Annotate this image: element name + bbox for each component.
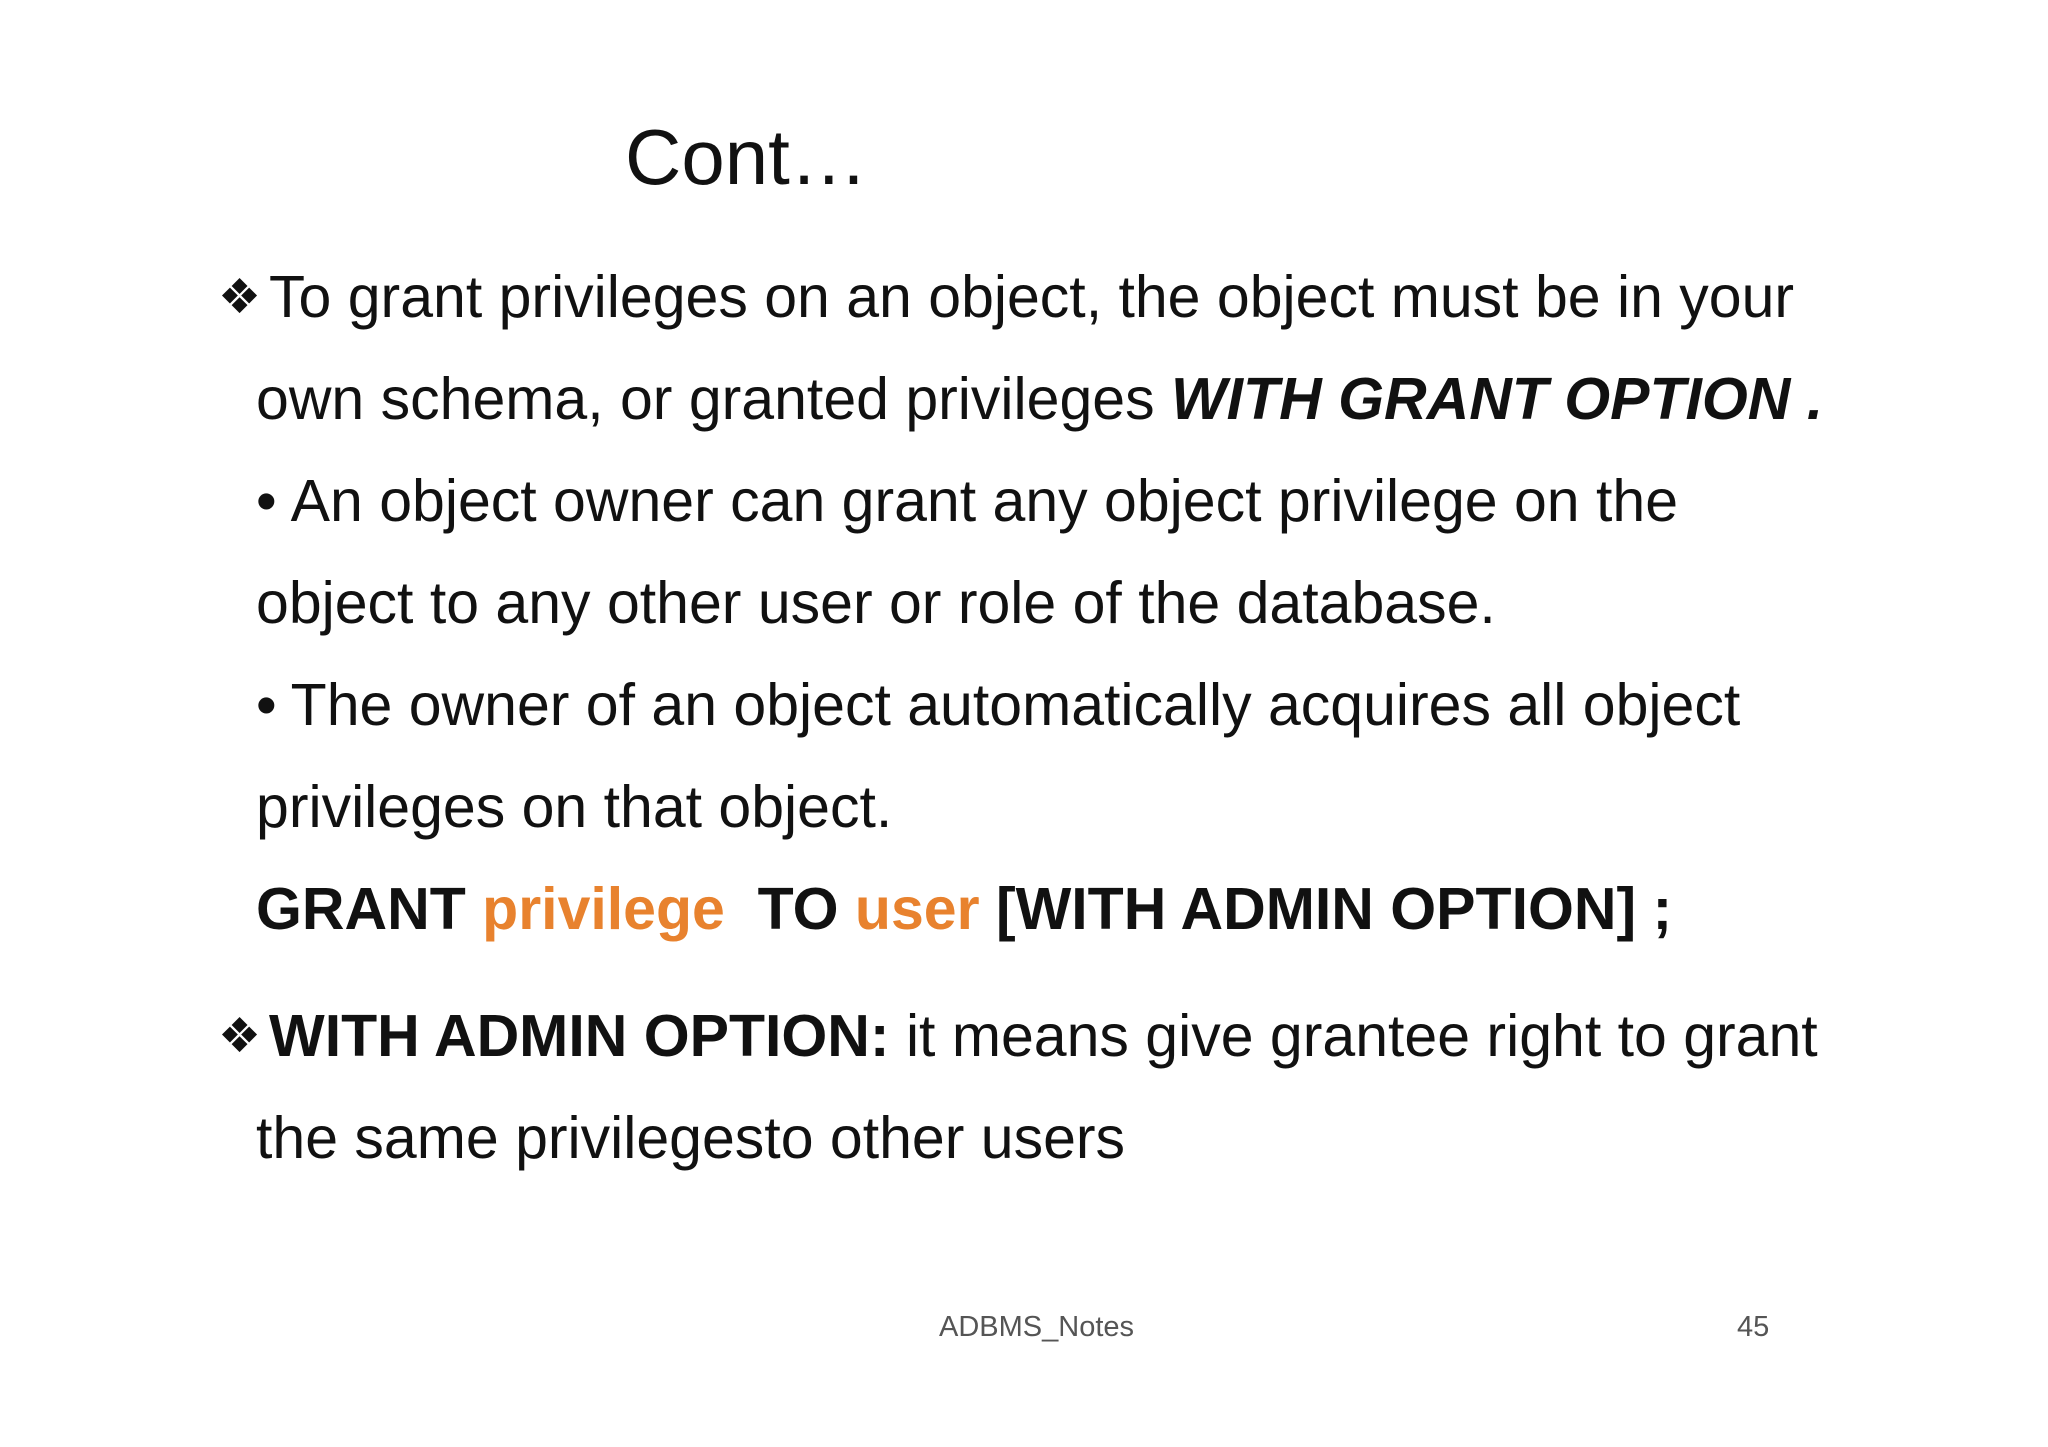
- bullet-2-line-2: the same privilegesto other users: [256, 1105, 1126, 1171]
- syntax-param-privilege: privilege: [482, 876, 725, 942]
- diamond-bullet-icon: ❖: [218, 271, 262, 324]
- page-number: 45: [1737, 1311, 1770, 1343]
- sub-bullet-2-text: The owner of an object automatically acquires all object: [290, 672, 1741, 738]
- with-grant-option-emphasis: WITH GRANT OPTION .: [1170, 366, 1824, 432]
- sub-bullet-1-text: An object owner can grant any object privilege on the: [290, 468, 1679, 534]
- footer-title: ADBMS_Notes: [939, 1311, 1135, 1343]
- dot-bullet-icon: •: [256, 468, 277, 534]
- bullet-1-continuation: own schema, or granted privileges: [256, 366, 1171, 432]
- bullet-1-line-2: [256, 366, 1824, 432]
- slide-title: Cont…: [625, 113, 868, 201]
- sub-bullet-1-line-2: object to any other user or role of the database.: [256, 570, 1496, 636]
- syntax-keyword-grant: GRANT: [256, 876, 466, 942]
- bullet-2-line-1: [218, 1003, 1818, 1069]
- syntax-keyword-to: TO: [757, 876, 839, 942]
- diamond-bullet-icon: ❖: [218, 1010, 262, 1063]
- sub-bullet-1-line-1: [256, 468, 1679, 534]
- syntax-tail: [WITH ADMIN OPTION] ;: [995, 876, 1673, 942]
- syntax-param-user: user: [854, 876, 980, 942]
- bullet-1-line-1: [218, 264, 1795, 330]
- sub-bullet-2-line-1: [256, 672, 1741, 738]
- bullet-2-text: it means give grantee right to grant: [889, 1003, 1818, 1069]
- with-admin-option-term: WITH ADMIN OPTION:: [269, 1003, 890, 1069]
- bullet-1-text: To grant privileges on an object, the object must be in your: [269, 264, 1795, 330]
- dot-bullet-icon: •: [256, 672, 277, 738]
- sub-bullet-2-line-2: privileges on that object.: [256, 774, 893, 840]
- grant-syntax: [256, 876, 1673, 942]
